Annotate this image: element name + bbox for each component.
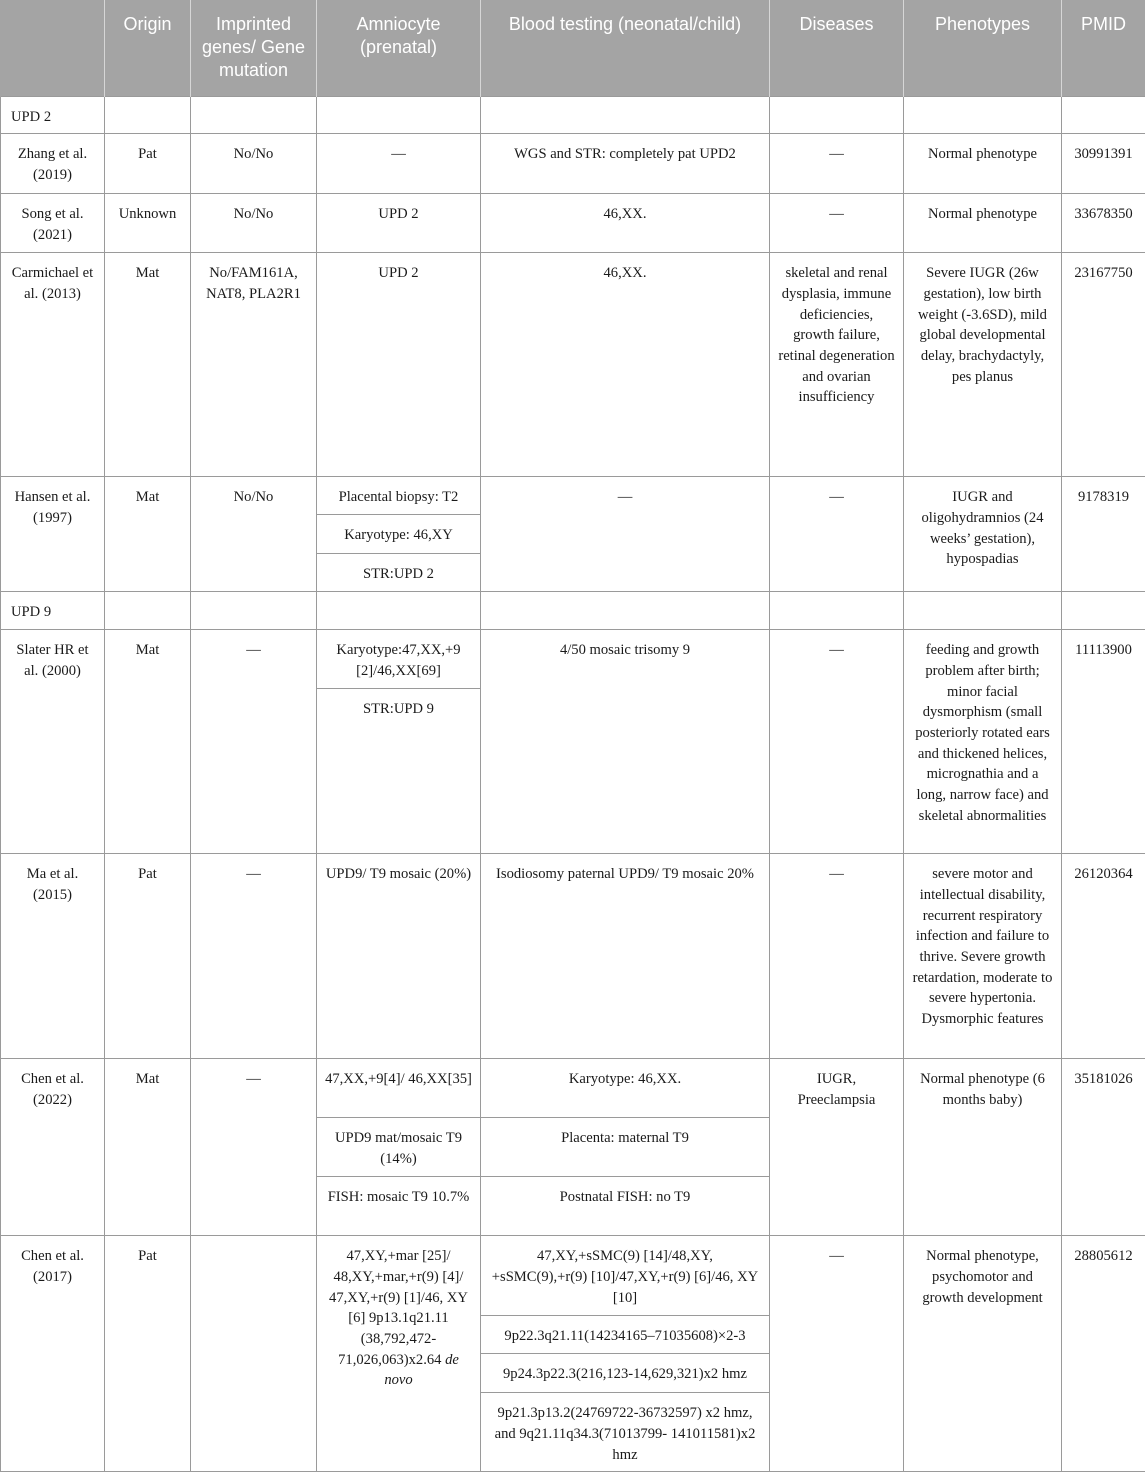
- sub-cell: 47,XY,+sSMC(9) [14]/48,XY, +sSMC(9),+r(9) [10]/47,XY,+r(9) [6]/46, XY [10]: [481, 1236, 769, 1316]
- header-pmid: PMID: [1062, 0, 1145, 96]
- cell-pmid: 30991391: [1062, 134, 1145, 194]
- header-blood-testing: Blood testing (neonatal/child): [481, 0, 770, 96]
- cell-genes: [191, 1236, 317, 1472]
- cell-origin: Mat: [105, 253, 191, 477]
- table-row-ma: [1, 854, 1145, 1059]
- cell-genes: —: [191, 630, 317, 854]
- cell-amniocyte: UPD 2: [317, 194, 481, 253]
- cell-study: Hansen et al. (1997): [1, 477, 105, 592]
- cell-pmid: 11113900: [1062, 630, 1145, 854]
- table-row-slater: [1, 630, 1145, 854]
- cell-diseases: —: [770, 1236, 904, 1472]
- sub-cell: Placental biopsy: T2: [317, 477, 480, 515]
- cell-amniocyte: UPD9/ T9 mosaic (20%): [317, 854, 481, 1059]
- sub-cell: 9p24.3p22.3(216,123-14,629,321)x2 hmz: [481, 1354, 769, 1393]
- cell-amniocyte-stack: [317, 1059, 481, 1236]
- cell-origin: Pat: [105, 134, 191, 194]
- sub-cell: FISH: mosaic T9 10.7%: [327, 1189, 470, 1206]
- cell-origin: Pat: [105, 1236, 191, 1472]
- header-genes: Imprinted genes/ Gene mutation: [191, 0, 317, 96]
- cell-pmid: 23167750: [1062, 253, 1145, 477]
- cell-amniocyte: [317, 1236, 481, 1472]
- cell-blood: 46,XX.: [481, 194, 770, 253]
- cell-blood: WGS and STR: completely pat UPD2: [481, 134, 770, 194]
- sub-cell: Karyotype: 46,XY: [317, 515, 480, 554]
- cell-diseases: IUGR, Preeclampsia: [770, 1059, 904, 1236]
- cell-genes: No/No: [191, 134, 317, 194]
- sub-cell: STR:UPD 9: [363, 701, 434, 718]
- cell-origin: Pat: [105, 854, 191, 1059]
- cell-phenotypes: IUGR and oligohydramnios (24 weeks’ gestation), hypospadias: [904, 477, 1062, 592]
- cell-study: Song et al. (2021): [1, 194, 105, 253]
- sub-cell: 9p21.3p13.2(24769722-36732597) x2 hmz, and 9q21.11q34.3(71013799- 141011581)x2 hmz: [494, 1405, 756, 1463]
- table-row-chen2022: [1, 1059, 1145, 1236]
- section-row-upd9: [1, 592, 1145, 630]
- cell-genes: —: [191, 854, 317, 1059]
- cell-pmid: 28805612: [1062, 1236, 1145, 1472]
- cell-diseases: skeletal and renal dysplasia, immune deficiencies, growth failure, retinal degeneration and ovarian insufficiency: [770, 253, 904, 477]
- cell-genes: —: [191, 1059, 317, 1236]
- sub-cell: 47,XX,+9[4]/ 46,XX[35]: [317, 1059, 480, 1118]
- cell-phenotypes: Normal phenotype: [904, 194, 1062, 253]
- cell-amniocyte: UPD 2: [317, 253, 481, 477]
- section-row-upd2: [1, 96, 1145, 134]
- cell-amniocyte: —: [317, 134, 481, 194]
- section-label-upd2: UPD 2: [1, 96, 105, 134]
- table-row-zhang: [1, 134, 1145, 194]
- header-origin: Origin: [105, 0, 191, 96]
- table-row-chen2017: [1, 1236, 1145, 1472]
- cell-phenotypes: severe motor and intellectual disability, recurrent respiratory infection and failure to thrive. Severe growth retardation, moderate to severe hypertonia. Dysmorphic features: [904, 854, 1062, 1059]
- cell-genes: No/No: [191, 194, 317, 253]
- cell-phenotypes: Normal phenotype: [904, 134, 1062, 194]
- sub-cell: STR:UPD 2: [363, 566, 434, 583]
- cell-diseases: —: [770, 854, 904, 1059]
- cell-study: Chen et al. (2017): [1, 1236, 105, 1472]
- sub-cell: UPD9 mat/mosaic T9 (14%): [317, 1118, 480, 1177]
- sub-cell: Karyotype:47,XX,+9 [2]/46,XX[69]: [317, 630, 480, 689]
- cell-origin: Mat: [105, 1059, 191, 1236]
- header-phenotypes: Phenotypes: [904, 0, 1062, 96]
- de-novo-note: de novo: [384, 1351, 459, 1389]
- amniocyte-text: 47,XY,+mar [25]/ 48,XY,+mar,+r(9) [4]/ 47,XY,+r(9) [1]/46, XY [6] 9p13.1q21.11 (38,792,472- 71,026,063)x2.64: [329, 1248, 468, 1368]
- table-row-song: [1, 194, 1145, 253]
- sub-cell: Postnatal FISH: no T9: [559, 1189, 691, 1206]
- cell-pmid: 9178319: [1062, 477, 1145, 592]
- cell-origin: Unknown: [105, 194, 191, 253]
- cell-blood: 46,XX.: [481, 253, 770, 477]
- table-row-carmichael: [1, 253, 1145, 477]
- cell-pmid: 35181026: [1062, 1059, 1145, 1236]
- cell-study: Ma et al. (2015): [1, 854, 105, 1059]
- cell-origin: Mat: [105, 477, 191, 592]
- header-diseases: Diseases: [770, 0, 904, 96]
- cell-diseases: —: [770, 477, 904, 592]
- cell-diseases: —: [770, 134, 904, 194]
- cell-genes: No/No: [191, 477, 317, 592]
- cell-blood: —: [481, 477, 770, 592]
- header-row: [1, 0, 1145, 96]
- section-label-upd9: UPD 9: [1, 592, 105, 630]
- cell-amniocyte-stack: [317, 630, 481, 854]
- cell-blood-stack: [481, 1059, 770, 1236]
- cell-diseases: —: [770, 630, 904, 854]
- cell-study: Chen et al. (2022): [1, 1059, 105, 1236]
- cell-phenotypes: Normal phenotype (6 months baby): [904, 1059, 1062, 1236]
- cell-study: Slater HR et al. (2000): [1, 630, 105, 854]
- cell-phenotypes: Severe IUGR (26w gestation), low birth weight (-3.6SD), mild global developmental delay, brachydactyly, pes planus: [904, 253, 1062, 477]
- sub-cell: Placenta: maternal T9: [481, 1118, 769, 1177]
- cell-blood: 4/50 mosaic trisomy 9: [481, 630, 770, 854]
- cell-origin: Mat: [105, 630, 191, 854]
- sub-cell: Karyotype: 46,XX.: [481, 1059, 769, 1118]
- cell-genes: No/FAM161A, NAT8, PLA2R1: [191, 253, 317, 477]
- header-amniocyte: Amniocyte (prenatal): [317, 0, 481, 96]
- cell-pmid: 33678350: [1062, 194, 1145, 253]
- cell-phenotypes: feeding and growth problem after birth; minor facial dysmorphism (small posteriorly rotated ears and thickened helices, micrognathia and a long, narrow face) and skeletal abnormalities: [904, 630, 1062, 854]
- cell-phenotypes: Normal phenotype, psychomotor and growth development: [904, 1236, 1062, 1472]
- cell-blood: Isodiosomy paternal UPD9/ T9 mosaic 20%: [481, 854, 770, 1059]
- cell-amniocyte-stack: [317, 477, 481, 592]
- sub-cell: 9p22.3q21.11(14234165–71035608)×2-3: [481, 1316, 769, 1354]
- cell-study: Carmichael et al. (2013): [1, 253, 105, 477]
- cell-study: Zhang et al. (2019): [1, 134, 105, 194]
- cell-diseases: —: [770, 194, 904, 253]
- cell-pmid: 26120364: [1062, 854, 1145, 1059]
- table-row-hansen: [1, 477, 1145, 592]
- cell-blood-stack: [481, 1236, 770, 1472]
- header-study: [1, 0, 105, 96]
